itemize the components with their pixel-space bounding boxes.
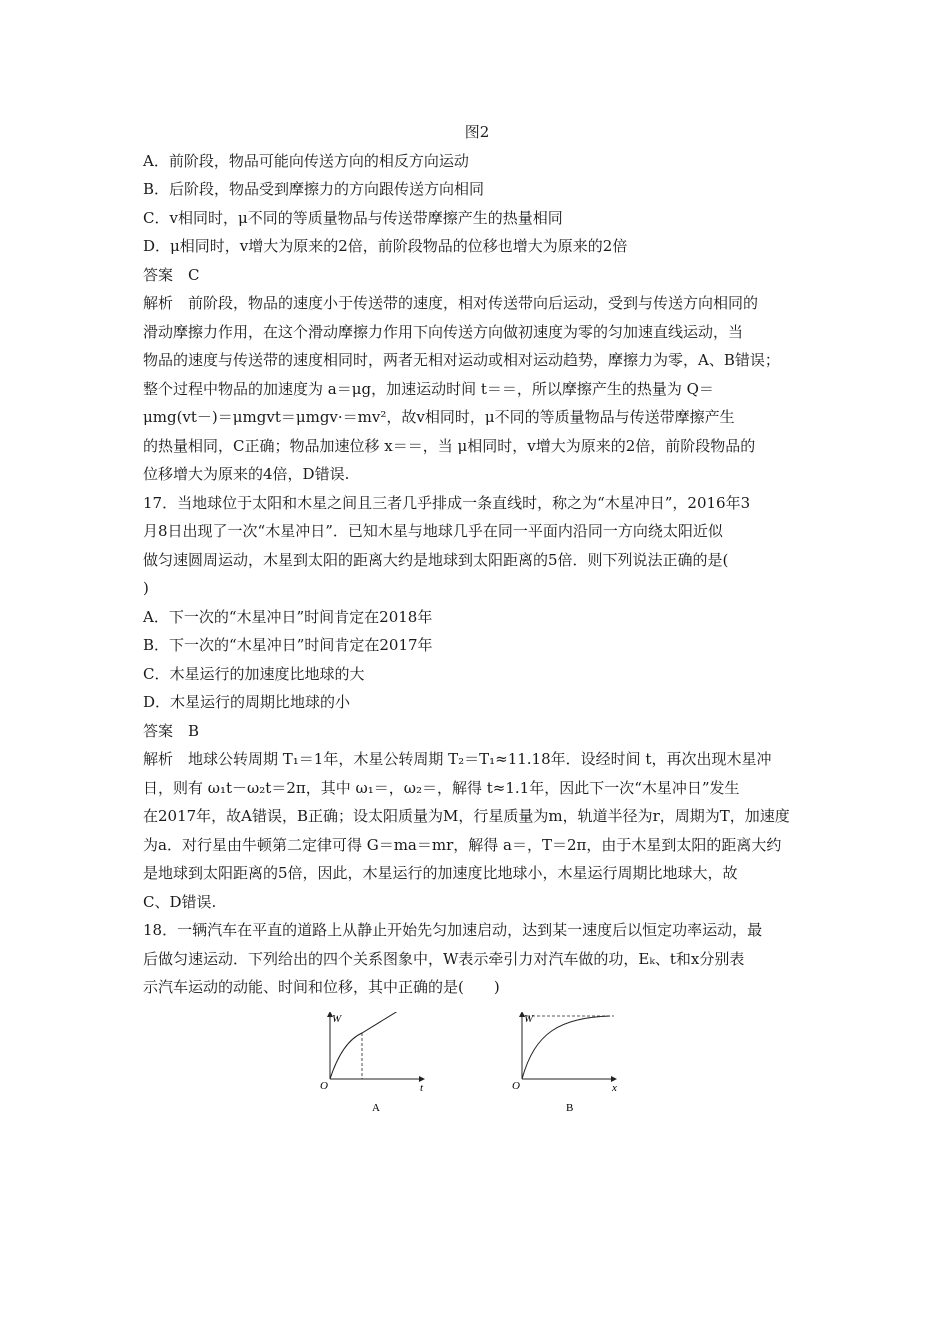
q16-option-a: A．前阶段，物品可能向传送方向的相反方向运动 (143, 151, 469, 170)
q17-analysis-line: 解析 地球公转周期 T₁＝1年，木星公转周期 T₂＝T₁≈11.18年．设经时间 t，再次出现木星冲 (143, 750, 772, 768)
q16-analysis-line: 滑动摩擦力作用，在这个滑动摩擦力作用下向传送方向做初速度为零的匀加速直线运动，当 (143, 322, 744, 341)
q17-stem-line: 做匀速圆周运动，木星到太阳的距离大约是地球到太阳距离的5倍．则下列说法正确的是( (143, 550, 729, 569)
q16-analysis-line: 的热量相同，C正确；物品加速位移 x＝＝，当 μ相同时，v增大为原来的2倍，前阶段物品的 (143, 436, 756, 455)
q17-analysis-line: 在2017年，故A错误，B正确；设太阳质量为M，行星质量为m，轨道半径为r，周期为T，加速度 (143, 807, 790, 825)
q18-stem-line: 后做匀速运动．下列给出的四个关系图象中，W表示牵引力对汽车做的功，Eₖ、t和x分别表 (143, 949, 745, 968)
q17-option-d: D．木星运行的周期比地球的小 (143, 693, 351, 711)
q16-option-b: B．后阶段，物品受到摩擦力的方向跟传送方向相同 (143, 180, 485, 198)
q17-analysis-line: 日，则有 ω₁t－ω₂t＝2π，其中 ω₁＝，ω₂＝，解得 t≈1.1年，因此下一次“木星冲日”发生 (143, 778, 740, 797)
document-page (143, 118, 811, 1002)
figure-caption: 图2 (464, 123, 490, 141)
q16-analysis-line: 解析 前阶段，物品的速度小于传送带的速度，相对传送带向后运动，受到与传送方向相同的 (143, 294, 759, 312)
q16-option-c: C．v相同时，μ不同的等质量物品与传送带摩擦产生的热量相同 (143, 208, 563, 227)
q18-stem-line: 18．一辆汽车在平直的道路上从静止开始先匀加速启动，达到某一速度后以恒定功率运动，最 (143, 921, 763, 939)
q16-analysis-line: 位移增大为原来的4倍，D错误. (143, 465, 350, 483)
q18-stem-line: 示汽车运动的动能、时间和位移，其中正确的是( ) (143, 978, 500, 996)
q16-analysis-line: μmg(vt－)＝μmgvt＝μmgv·＝mv²，故v相同时，μ不同的等质量物品与传送带摩擦产生 (143, 408, 735, 426)
graph-b-caption: B (566, 1102, 574, 1114)
q17-stem-line: 月8日出现了一次“木星冲日”．已知木星与地球几乎在同一平面内沿同一方向绕太阳近似 (143, 522, 723, 540)
graph-a-caption: A (372, 1102, 380, 1114)
graph-a-y-label: W (332, 1013, 342, 1025)
q17-analysis-line: 是地球到太阳距离的5倍，因此，木星运行的加速度比地球小，木星运行周期比地球大，故 (143, 864, 738, 882)
q17-answer: 答案 B (143, 721, 200, 740)
q16-analysis-line: 整个过程中物品的加速度为 a＝μg，加速运动时间 t＝＝，所以摩擦产生的热量为 Q＝ (143, 379, 714, 398)
graph-a-origin: O (320, 1080, 328, 1092)
q16-option-d: D．μ相同时，v增大为原来的2倍，前阶段物品的位移也增大为原来的2倍 (143, 237, 628, 255)
q17-analysis-line: C、D错误. (143, 892, 217, 911)
q18-graphs (310, 1012, 630, 1122)
q17-stem-line: ) (143, 579, 149, 597)
q18-graphs-svg (310, 1012, 630, 1122)
graph-b-origin: O (512, 1080, 520, 1092)
graph-a (320, 1012, 424, 1114)
q16-analysis-line: 物品的速度与传送带的速度相同时，两者无相对运动或相对运动趋势，摩擦力为零，A、B错误； (143, 351, 780, 369)
graph-b-x-label: x (612, 1082, 617, 1094)
q17-analysis-line: 为a．对行星由牛顿第二定律可得 G＝ma＝mr，解得 a＝，T＝2π，由于木星到太阳的距离大约 (143, 835, 782, 854)
q17-option-b: B．下一次的“木星冲日”时间肯定在2017年 (143, 636, 433, 654)
q17-option-c: C．木星运行的加速度比地球的大 (143, 664, 365, 683)
graph-b-y-label: W (524, 1013, 534, 1025)
graph-b-curve (522, 1016, 610, 1079)
graph-a-curve (330, 1012, 406, 1079)
q17-option-a: A．下一次的“木星冲日”时间肯定在2018年 (143, 607, 433, 626)
graph-b (512, 1013, 617, 1114)
q17-stem-line: 17．当地球位于太阳和木星之间且三者几乎排成一条直线时，称之为“木星冲日”，2016年3 (143, 493, 751, 512)
q16-answer: 答案 C (143, 265, 200, 284)
graph-a-x-label: t (420, 1082, 424, 1094)
